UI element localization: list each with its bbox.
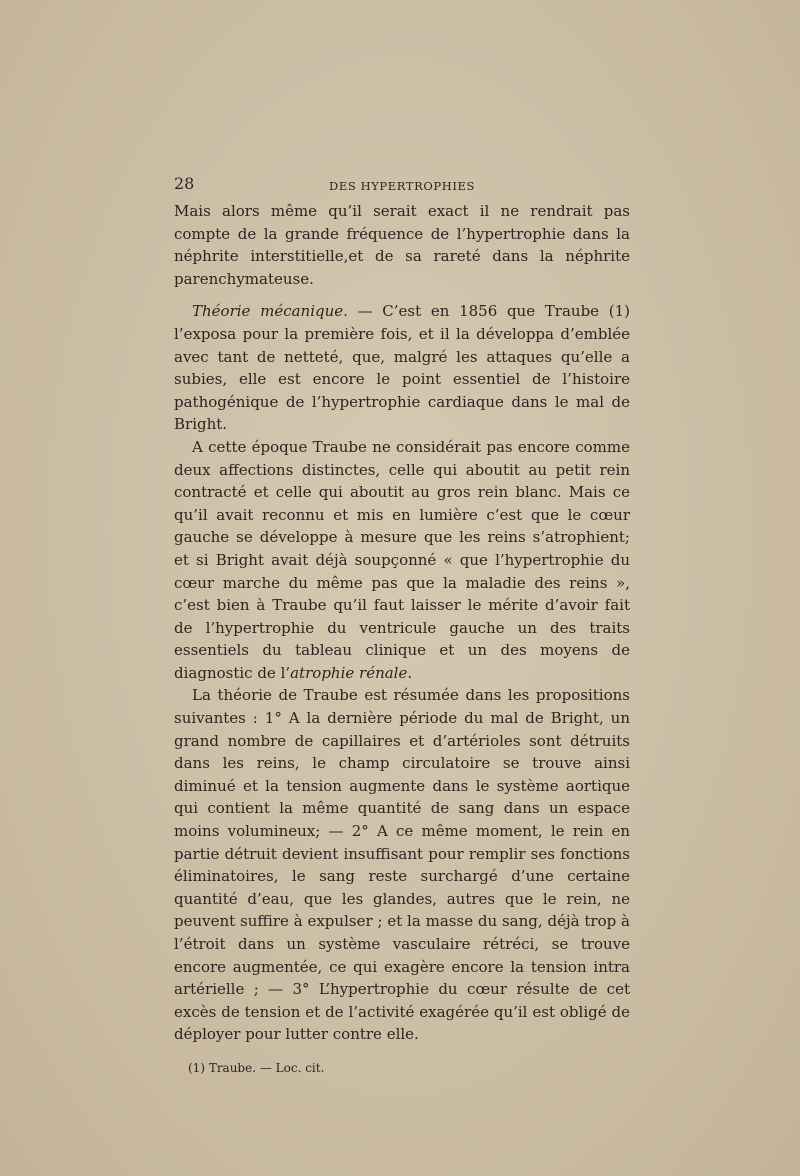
running-head: DES HYPERTROPHIES <box>329 179 475 193</box>
page-number: 28 <box>174 174 195 193</box>
paragraph-4: La théorie de Traube est résumée dans les propositions suivantes : 1° A la dernière période du mal de Bright, un grand nombre de capillaires et d’artérioles sont détruits dans les reins, le champ circulatoire se trouve ainsi diminué et la tension augmente dans le système aortique qui contient la même quantité de sang dans un espace moins volumineux; — 2° A ce même moment, le rein en partie détruit devient insuffisant pour remplir ses fonctions éliminatoires, le sang reste surchargé d’une certaine quantité d’eau, que les glandes, autres que le rein, ne peuvent suffire à expulser ; et la masse du sang, déjà trop à l’étroit dans un système vasculaire rétréci, se trouve encore augmentée, ce qui exagère encore la tension intra artérielle ; — 3° L’hypertrophie du cœur résulte de cet excès de tension et de l’activité exagérée qu’il est obligé de déployer pour lutter contre elle. <box>174 686 630 1044</box>
section-title-theorie-mecanique: Théorie mécanique. <box>192 302 348 321</box>
footnote: (1) Traube. — Loc. cit. <box>188 1060 325 1075</box>
page-body <box>174 200 630 1046</box>
book-page <box>174 172 630 1076</box>
paragraph-3: A cette époque Traube ne considérait pas encore comme deux affections distinctes, celle qui aboutit au petit rein contracté et celle qui aboutit au gros rein blanc. Mais ce qu’il avait reconnu et mis en lumière c’est que le cœur gauche se développe à mesure que les reins s’atrophient; et si Bright avait déjà soupçonné « que l’hypertrophie du cœur marche du même pas que la maladie des reins », c’est bien à Traube qu’il faut laisser le mérite d’avoir fait de l’hypertrophie du ventricule gauche un des traits essentiels du tableau clinique et un des moyens de diagnostic de l’atrophie rénale. <box>174 437 630 682</box>
page-header <box>174 172 630 196</box>
paragraph-2: Théorie mécanique. — C’est en 1856 que Traube (1) l’exposa pour la première fois, et il la développa d’emblée avec tant de netteté, que, malgré les attaques qu’elle a subies, elle est encore le point essentiel de l’histoire pathogénique de l’hypertrophie cardiaque dans le mal de Bright. <box>174 302 630 434</box>
paragraph-1: Mais alors même qu’il serait exact il ne rendrait pas compte de la grande fréquence de l’hypertrophie dans la néphrite interstitielle,et de sa rareté dans la néphrite parenchymateuse. <box>174 202 630 288</box>
